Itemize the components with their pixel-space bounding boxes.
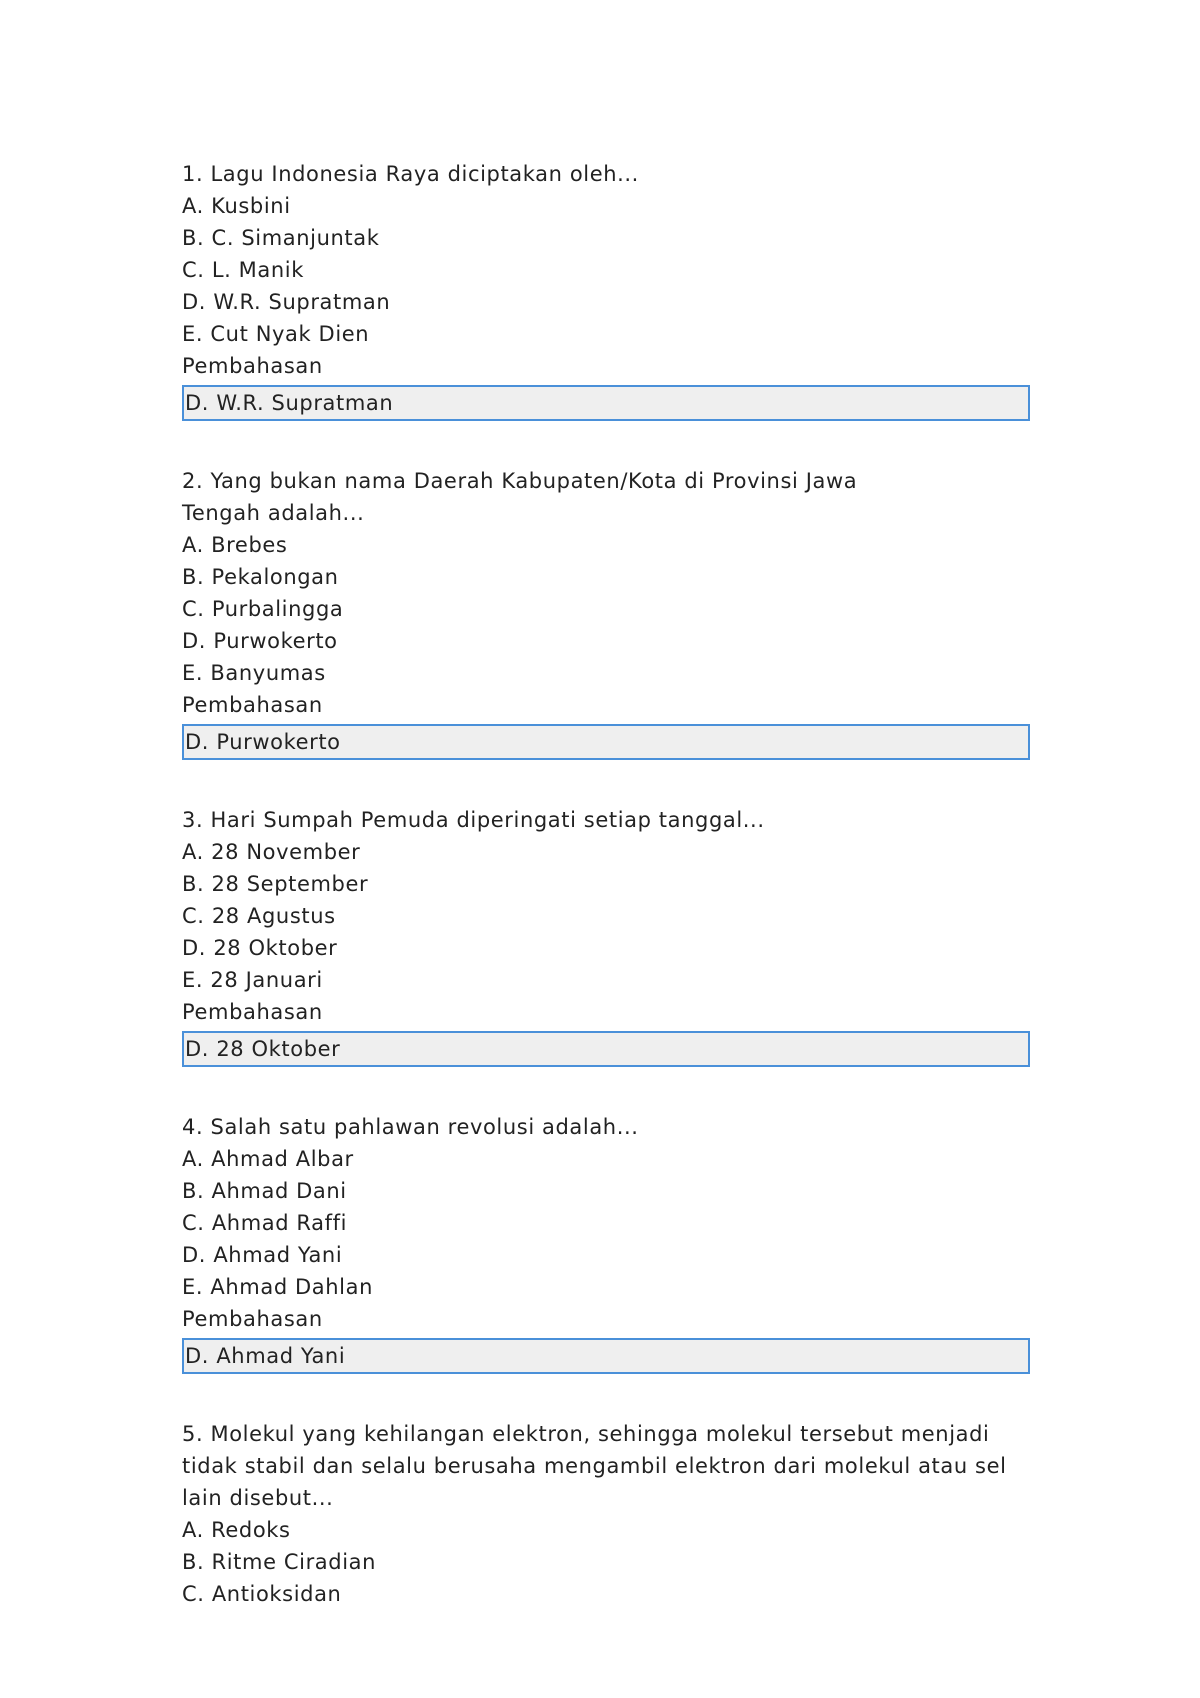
option-c: C. Ahmad Raffi — [182, 1211, 348, 1235]
question-text: 1. Lagu Indonesia Raya diciptakan oleh... — [182, 162, 639, 186]
option-b: B. C. Simanjuntak — [182, 226, 380, 250]
option-c: C. Purbalingga — [182, 597, 344, 621]
question-4 — [182, 1111, 1032, 1374]
option-a: A. Brebes — [182, 533, 288, 557]
option-list — [182, 529, 1032, 689]
option-d: D. 28 Oktober — [182, 936, 338, 960]
question-3 — [182, 804, 1032, 1067]
option-b: B. 28 September — [182, 872, 369, 896]
question-text: 3. Hari Sumpah Pemuda diperingati setiap tanggal... — [182, 808, 765, 832]
option-e: E. Banyumas — [182, 661, 326, 685]
question-text: 2. Yang bukan nama Daerah Kabupaten/Kota di Provinsi Jawa Tengah adalah... — [182, 469, 858, 525]
discussion-label: Pembahasan — [182, 1000, 323, 1024]
option-list — [182, 1143, 1032, 1303]
option-c: C. Antioksidan — [182, 1582, 342, 1606]
option-a: A. 28 November — [182, 840, 361, 864]
option-c: C. L. Manik — [182, 258, 304, 282]
answer-box: D. W.R. Supratman — [182, 385, 1030, 421]
option-b: B. Ritme Ciradian — [182, 1550, 377, 1574]
discussion-label: Pembahasan — [182, 1307, 323, 1331]
option-e: E. Ahmad Dahlan — [182, 1275, 373, 1299]
question-2 — [182, 465, 1032, 760]
question-5 — [182, 1418, 1032, 1610]
option-b: B. Pekalongan — [182, 565, 339, 589]
option-b: B. Ahmad Dani — [182, 1179, 347, 1203]
option-a: A. Redoks — [182, 1518, 291, 1542]
option-e: E. 28 Januari — [182, 968, 323, 992]
answer-box: D. Ahmad Yani — [182, 1338, 1030, 1374]
option-d: D. Ahmad Yani — [182, 1243, 343, 1267]
option-list — [182, 836, 1032, 996]
discussion-label: Pembahasan — [182, 693, 323, 717]
option-d: D. W.R. Supratman — [182, 290, 391, 314]
document-page — [182, 158, 1032, 1654]
question-text: 5. Molekul yang kehilangan elektron, sehingga molekul tersebut menjadi tidak stabil dan selalu berusaha mengambil elektron dari molekul atau sel lain disebut... — [182, 1422, 1007, 1510]
question-1 — [182, 158, 1032, 421]
discussion-label: Pembahasan — [182, 354, 323, 378]
answer-box: D. Purwokerto — [182, 724, 1030, 760]
option-a: A. Ahmad Albar — [182, 1147, 354, 1171]
option-a: A. Kusbini — [182, 194, 291, 218]
option-e: E. Cut Nyak Dien — [182, 322, 370, 346]
answer-box: D. 28 Oktober — [182, 1031, 1030, 1067]
option-list — [182, 190, 1032, 350]
option-list — [182, 1514, 1032, 1610]
option-d: D. Purwokerto — [182, 629, 338, 653]
option-c: C. 28 Agustus — [182, 904, 336, 928]
question-text: 4. Salah satu pahlawan revolusi adalah... — [182, 1115, 639, 1139]
